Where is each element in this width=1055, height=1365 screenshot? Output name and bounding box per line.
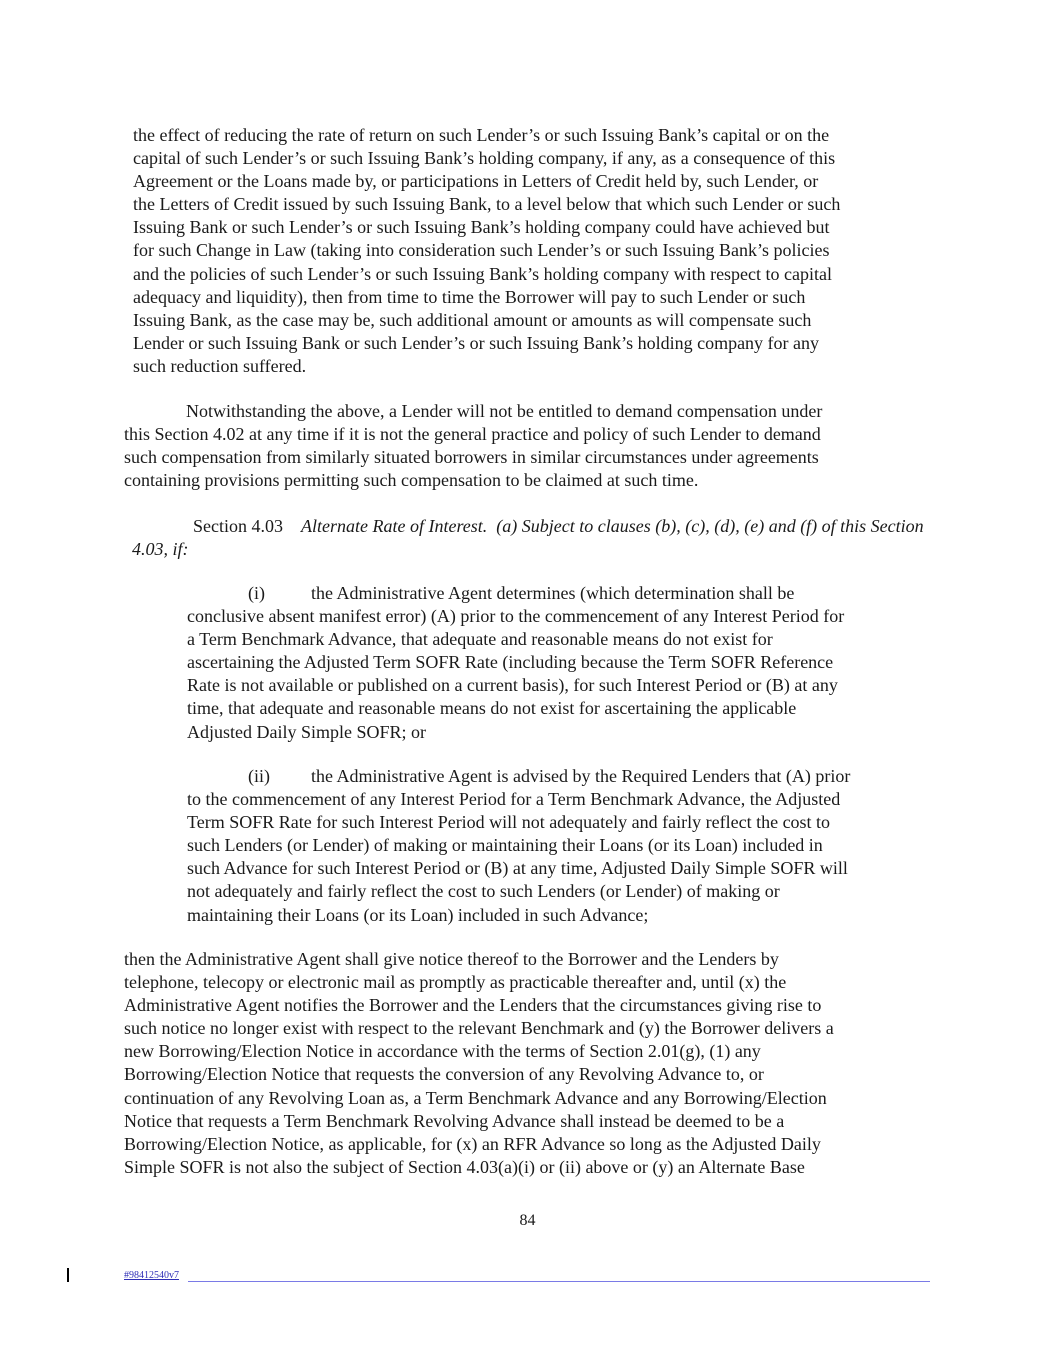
- text-line: telephone, telecopy or electronic mail as promptly as practicable thereafter and, until (x) the: [124, 972, 787, 993]
- text-line: then the Administrative Agent shall give notice thereof to the Borrower and the Lenders by: [124, 949, 779, 969]
- clause-number: (i): [248, 583, 265, 603]
- text-line: the Administrative Agent determines (which determination shall be: [311, 583, 795, 603]
- section-lead-continuation: 4.03, if:: [132, 539, 189, 560]
- clause-i: [187, 582, 844, 744]
- revision-bar: [67, 1268, 69, 1282]
- text-line: time, that adequate and reasonable means do not exist for ascertaining the applicable: [187, 698, 797, 719]
- section-lead: (a) Subject to clauses (b), (c), (d), (e) and (f) of this Section: [496, 516, 924, 536]
- section-title: Alternate Rate of Interest.: [301, 516, 488, 536]
- text-line: the Letters of Credit issued by such Issuing Bank, to a level below that which such Lender or such: [133, 194, 841, 215]
- text-line: conclusive absent manifest error) (A) prior to the commencement of any Interest Period for: [187, 606, 845, 627]
- text-line: adequacy and liquidity), then from time to time the Borrower will pay to such Lender or such: [133, 286, 806, 307]
- text-line: the effect of reducing the rate of return on such Lender’s or such Issuing Bank’s capital or on the: [133, 125, 830, 145]
- clause-first-line: [187, 765, 850, 788]
- text-line: Borrowing/Election Notice that requests the conversion of any Revolving Advance to, or: [124, 1064, 764, 1085]
- text-line: Adjusted Daily Simple SOFR; or: [187, 721, 427, 742]
- text-line: Lender or such Issuing Bank or such Lender’s or such Issuing Bank’s holding company for any: [133, 332, 820, 353]
- text-line: new Borrowing/Election Notice in accordance with the terms of Section 2.01(g), (1) any: [124, 1041, 761, 1062]
- text-line: such Lenders (or Lender) of making or maintaining their Loans (or its Loan) included in: [187, 835, 823, 856]
- text-line: such notice no longer exist with respect to the relevant Benchmark and (y) the Borrower delivers a: [124, 1018, 834, 1039]
- clause-ii: [187, 765, 850, 927]
- text-line: not adequately and fairly reflect the cost to such Lenders (or Lender) of making or: [187, 881, 780, 902]
- text-line: capital of such Lender’s or such Issuing Bank’s holding company, if any, as a consequence of this: [133, 148, 836, 169]
- section-heading-line: [124, 515, 924, 538]
- clause-number: (ii): [248, 766, 270, 786]
- text-line: Notwithstanding the above, a Lender will not be entitled to demand compensation under: [186, 401, 823, 421]
- text-line: to the commencement of any Interest Period for a Term Benchmark Advance, the Adjusted: [187, 789, 841, 810]
- paragraph-continuation: [133, 124, 840, 378]
- text-line: this Section 4.02 at any time if it is not the general practice and policy of such Lender to demand: [124, 424, 821, 445]
- text-line: continuation of any Revolving Loan as, a Term Benchmark Advance and any Borrowing/Election: [124, 1087, 827, 1108]
- paragraph-notwithstanding: [124, 400, 822, 492]
- text-line: for such Change in Law (taking into consideration such Lender’s or such Issuing Bank’s policies: [133, 240, 830, 261]
- text-line: Term SOFR Rate for such Interest Period will not adequately and fairly reflect the cost to: [187, 812, 831, 833]
- text-line: Issuing Bank or such Lender’s or such Issuing Bank’s holding company could have achieved but: [133, 217, 830, 238]
- text-line: such compensation from similarly situated borrowers in similar circumstances under agreements: [124, 447, 819, 468]
- text-line: the Administrative Agent is advised by the Required Lenders that (A) prior: [311, 766, 851, 786]
- page-number: 84: [519, 1212, 536, 1229]
- text-line: containing provisions permitting such compensation to be claimed at such time.: [124, 470, 699, 491]
- document-id: #98412540v7: [124, 1270, 179, 1281]
- text-line: Rate is not available or published on a current basis), for such Interest Period or (B) at any: [187, 675, 838, 696]
- text-line: such reduction suffered.: [133, 355, 307, 376]
- text-line: Administrative Agent notifies the Borrower and the Lenders that the circumstances giving rise to: [124, 995, 822, 1016]
- text-line: a Term Benchmark Advance, that adequate and reasonable means do not exist for: [187, 629, 773, 650]
- section-heading: [124, 515, 924, 561]
- text-line: such Advance for such Interest Period or (B) at any time, Adjusted Daily Simple SOFR will: [187, 858, 848, 879]
- text-line: Borrowing/Election Notice, as applicable, for (x) an RFR Advance so long as the Adjusted Daily: [124, 1133, 821, 1154]
- text-line: and the policies of such Lender’s or such Issuing Bank’s holding company with respect to capital: [133, 263, 833, 284]
- clause-first-line: [187, 582, 844, 605]
- text-line: ascertaining the Adjusted Term SOFR Rate (including because the Term SOFR Reference: [187, 652, 834, 673]
- text-line: maintaining their Loans (or its Loan) included in such Advance;: [187, 904, 649, 925]
- text-line: Simple SOFR is not also the subject of Section 4.03(a)(i) or (ii) above or (y) an Alternate Base: [124, 1156, 805, 1177]
- footer-rule: [188, 1281, 930, 1282]
- section-number: Section 4.03: [193, 516, 283, 536]
- text-line: Issuing Bank, as the case may be, such additional amount or amounts as will compensate such: [133, 309, 812, 330]
- text-line: Agreement or the Loans made by, or participations in Letters of Credit held by, such Lender, or: [133, 171, 819, 192]
- text-line: Notice that requests a Term Benchmark Revolving Advance shall instead be deemed to be a: [124, 1110, 785, 1131]
- paragraph-then: [124, 948, 834, 1179]
